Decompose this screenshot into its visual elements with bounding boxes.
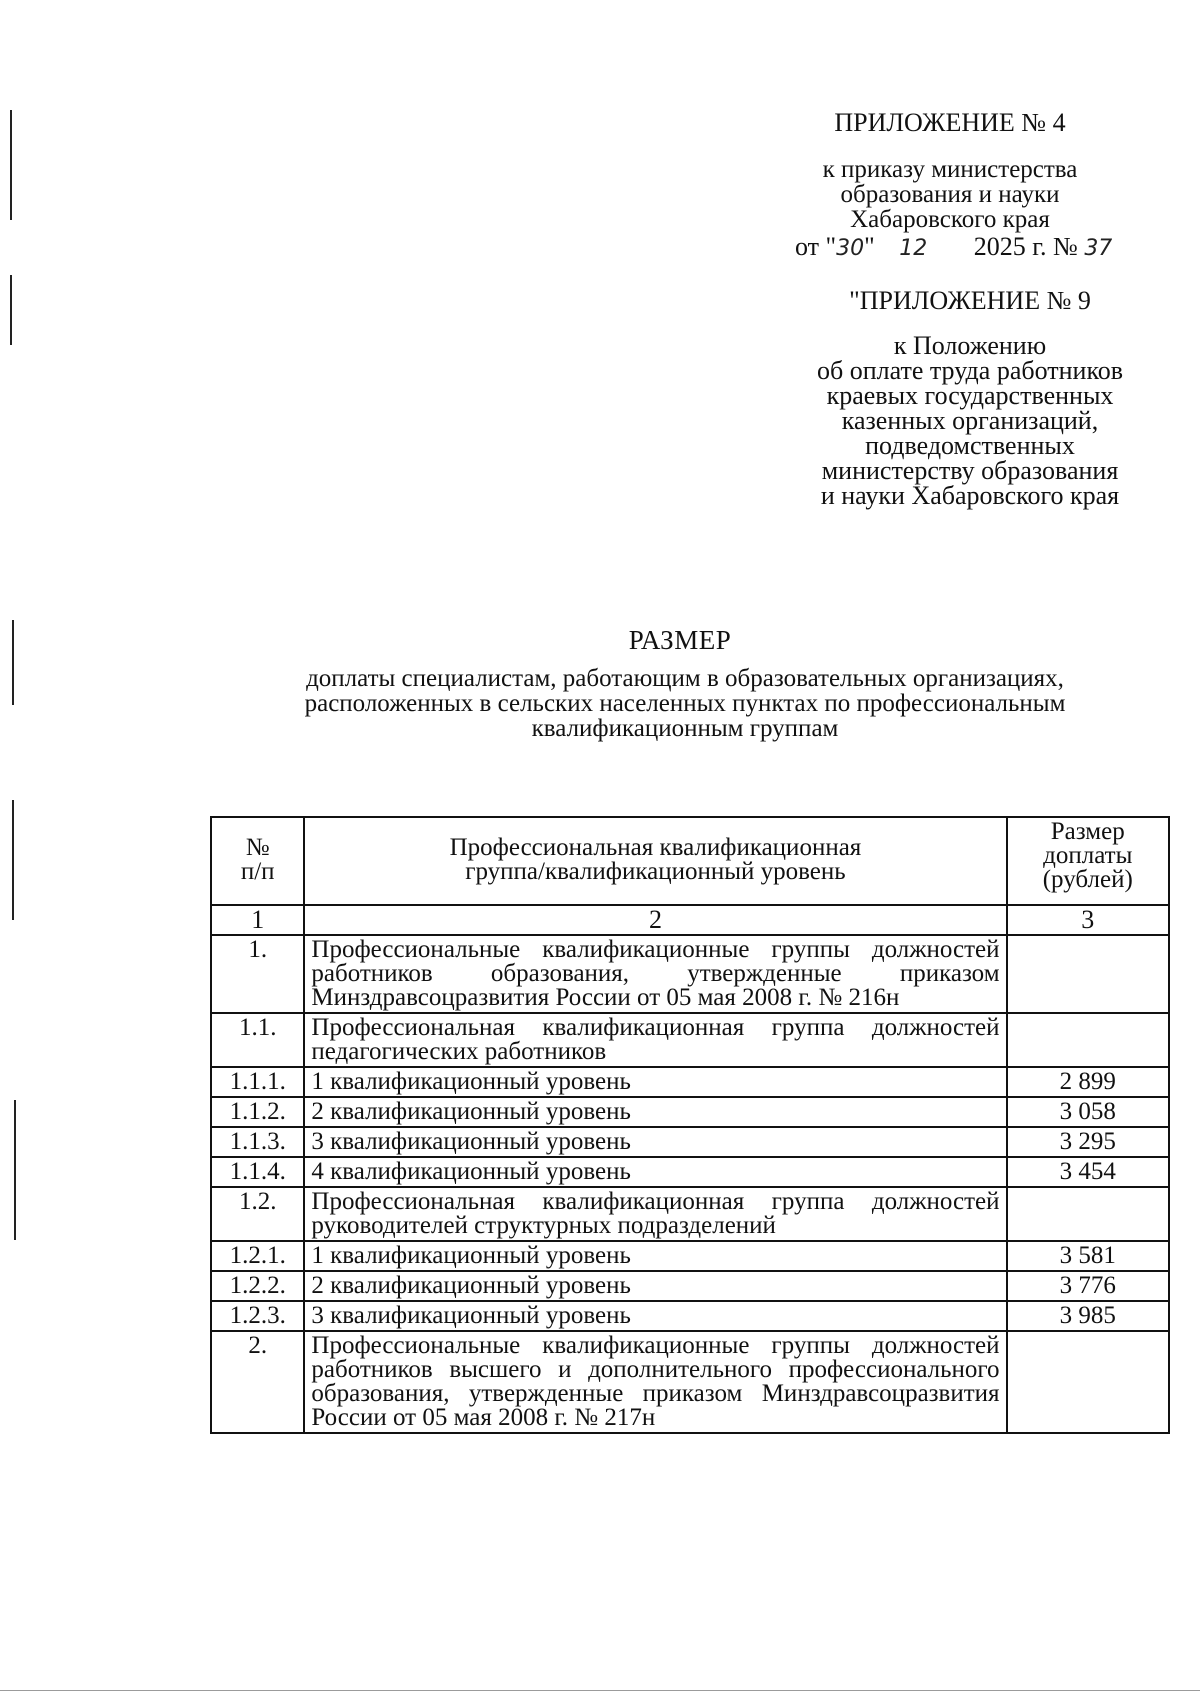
row-number-cell: 1.2.1.	[211, 1241, 304, 1271]
row-name-cell: Профессиональная квалификационная группа должностей руководителей структурных подразделений	[304, 1187, 1006, 1241]
document-title: РАЗМЕР	[628, 625, 732, 655]
row-number-cell: 1.1.1.	[211, 1067, 304, 1097]
row-number-cell: 1.	[211, 935, 304, 1013]
handwritten-month: 12	[899, 236, 928, 261]
row-name-cell: 1 квалификационный уровень	[304, 1067, 1006, 1097]
row-value-cell: 3 058	[1007, 1097, 1169, 1127]
row-number-cell: 1.2.3.	[211, 1301, 304, 1331]
document-subtitle-line: расположенных в сельских населенных пунктах по профессиональным	[304, 690, 1066, 717]
row-value-cell: 3 454	[1007, 1157, 1169, 1187]
appendix-main-title: ПРИЛОЖЕНИЕ № 4	[834, 108, 1066, 137]
table-row	[211, 1097, 1169, 1127]
row-value-cell: 3 295	[1007, 1127, 1169, 1157]
row-name-cell: 3 квалификационный уровень	[304, 1301, 1006, 1331]
handwritten-day: 30	[836, 236, 865, 261]
scan-margin-mark	[10, 110, 12, 220]
appendix-ref-line: казенных организаций,	[841, 406, 1099, 435]
appendix-ref-title: "ПРИЛОЖЕНИЕ № 9	[849, 286, 1091, 315]
table-body	[211, 905, 1169, 1433]
row-value-cell: 2 899	[1007, 1067, 1169, 1097]
row-name-cell: Профессиональные квалификационные группы должностей работников образования, утвержденные приказом Минздравсоцразвития России от 05 мая 2008 г. № 216н	[304, 935, 1006, 1013]
row-value-cell	[1007, 935, 1169, 1013]
header-num	[211, 817, 304, 905]
row-number-cell: 1.2.	[211, 1187, 304, 1241]
index-cell: 3	[1007, 905, 1169, 935]
row-name-cell: 2 квалификационный уровень	[304, 1271, 1006, 1301]
document-subtitle-line: квалификационным группам	[531, 715, 839, 742]
header-name-line: группа/квалификационный уровень	[465, 858, 846, 885]
appendix-ref-line: подведомственных	[865, 431, 1075, 460]
document-subtitle	[245, 666, 1125, 741]
row-number-cell: 1.1.3.	[211, 1127, 304, 1157]
row-value-cell	[1007, 1331, 1169, 1433]
table-header-row	[211, 817, 1169, 905]
row-name-cell: 1 квалификационный уровень	[304, 1241, 1006, 1271]
row-name-cell: 4 квалификационный уровень	[304, 1157, 1006, 1187]
row-value-cell: 3 776	[1007, 1271, 1169, 1301]
row-number-cell: 1.1.2.	[211, 1097, 304, 1127]
appendix-ref-line: министерству образования	[821, 456, 1119, 485]
table-index-row	[211, 905, 1169, 935]
row-value-cell: 3 581	[1007, 1241, 1169, 1271]
date-quote: "	[864, 232, 875, 261]
row-value-cell	[1007, 1187, 1169, 1241]
row-value-cell: 3 985	[1007, 1301, 1169, 1331]
header-value	[1007, 817, 1169, 905]
handwritten-number: 37	[1084, 236, 1113, 261]
row-name-cell: 2 квалификационный уровень	[304, 1097, 1006, 1127]
appendix-ref-line: об оплате труда работников	[816, 356, 1124, 385]
header-name-line: Профессиональная квалификационная	[449, 834, 862, 861]
appendix-ref-block	[780, 288, 1160, 508]
payment-table	[210, 816, 1170, 1434]
row-number-cell: 2.	[211, 1331, 304, 1433]
table-row	[211, 1301, 1169, 1331]
table-row	[211, 1331, 1169, 1433]
header-name	[304, 817, 1006, 905]
header-value-line: Размер	[1050, 818, 1125, 845]
appendix-ref-line: краевых государственных	[826, 381, 1114, 410]
table-row	[211, 1067, 1169, 1097]
appendix-ref-line: и науки Хабаровского края	[820, 481, 1120, 510]
appendix-main-block	[760, 110, 1140, 232]
row-name-cell: 3 квалификационный уровень	[304, 1127, 1006, 1157]
table-row	[211, 1271, 1169, 1301]
scan-margin-mark	[12, 800, 14, 920]
row-number-cell: 1.1.	[211, 1013, 304, 1067]
appendix-main-line: к приказу министерства	[822, 156, 1078, 183]
appendix-main-line: образования и науки	[840, 181, 1060, 208]
index-cell: 1	[211, 905, 304, 935]
scan-margin-mark	[10, 275, 12, 345]
appendix-main-date	[795, 232, 1112, 262]
table-row	[211, 1157, 1169, 1187]
date-prefix: от "	[795, 232, 837, 261]
table-row	[211, 1241, 1169, 1271]
document-subtitle-line: доплаты специалистам, работающим в образовательных организациях,	[306, 665, 1064, 692]
scan-margin-mark	[14, 1100, 16, 1240]
date-year: 2025 г. №	[973, 232, 1078, 261]
appendix-ref-line: к Положению	[893, 331, 1047, 360]
table-row	[211, 1187, 1169, 1241]
index-cell: 2	[304, 905, 1006, 935]
table-row	[211, 935, 1169, 1013]
row-number-cell: 1.1.4.	[211, 1157, 304, 1187]
scan-bottom-mark	[0, 1690, 1200, 1691]
header-num-line: №	[245, 834, 270, 861]
row-number-cell: 1.2.2.	[211, 1271, 304, 1301]
table-row	[211, 1127, 1169, 1157]
table-row	[211, 1013, 1169, 1067]
row-name-cell: Профессиональная квалификационная группа должностей педагогических работников	[304, 1013, 1006, 1067]
row-value-cell	[1007, 1013, 1169, 1067]
header-num-line: п/п	[240, 858, 275, 885]
header-value-line: доплаты	[1043, 842, 1133, 869]
row-name-cell: Профессиональные квалификационные группы должностей работников высшего и дополнительного профессионального образования, утвержденные приказом Минздравсоцразвития России от 05 мая 2008 г. № 217н	[304, 1331, 1006, 1433]
appendix-main-line: Хабаровского края	[850, 206, 1050, 233]
header-value-line: (рублей)	[1042, 866, 1133, 893]
